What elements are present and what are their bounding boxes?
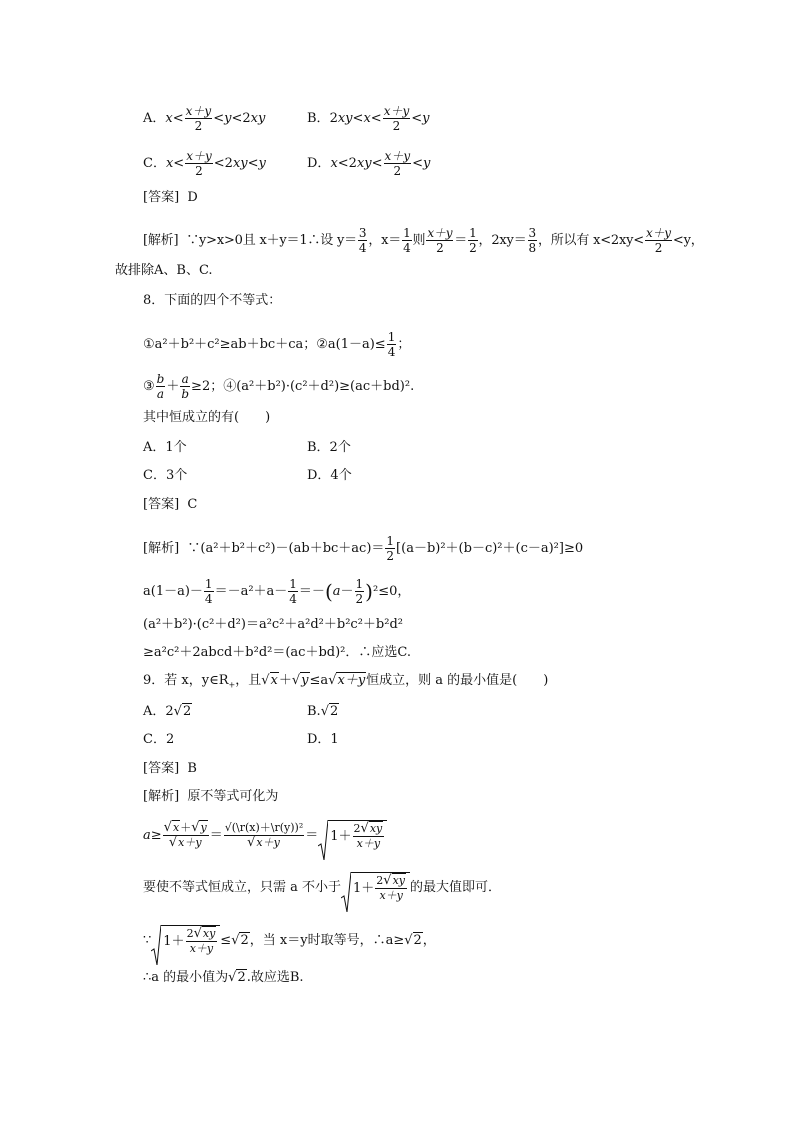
fraction: $\frac{x+y}{2}$ bbox=[384, 149, 411, 178]
fraction: $\frac{x+y}{2}$ bbox=[186, 149, 212, 178]
q9-option-c: C．2 bbox=[143, 732, 175, 747]
q9-option-b: B.√2 bbox=[307, 704, 339, 719]
fraction: $\frac{x+y}{2}$ bbox=[383, 104, 410, 133]
fraction: $\frac{x+y}{2}$ bbox=[185, 104, 212, 133]
q8-option-a: A．1个 bbox=[143, 440, 187, 455]
q8-option-d: D．4个 bbox=[307, 468, 352, 483]
q7-option-b: B．2xy<x< $\frac{x+y}{2}$ <y bbox=[307, 104, 430, 133]
q7-answer: [答案] D bbox=[143, 190, 198, 205]
q8-item-1-2: ①a²＋b²＋c²≥ab＋bc＋ca；②a(1－a)≤ $\frac{1}{4}$ ； bbox=[143, 330, 411, 359]
q8-question: 其中恒成立的有( ) bbox=[143, 410, 271, 425]
q8-analysis-line-1: [解析] ∵(a²＋b²＋c²)－(ab＋bc＋ac)＝ $\frac{1}{2}$ [(a－b)²＋(b－c)²＋(c－a)²]≥0 bbox=[143, 534, 584, 563]
q8-option-c: C．3个 bbox=[143, 468, 188, 483]
q8-answer: [答案] C bbox=[143, 497, 198, 512]
q7-option-d: D．x<2xy< $\frac{x+y}{2}$ <y bbox=[307, 149, 431, 178]
q8-analysis-line-4: ≥a²c²＋2abcd＋b²d²＝(ac＋bd)²．∴应选C. bbox=[143, 645, 412, 660]
q9-option-d: D．1 bbox=[307, 732, 339, 747]
q8-item-3-4: ③ $\frac{b}{a}$ ＋ $\frac{a}{b}$ ≥2；④(a²＋b²)·(c²＋d²)≥(ac＋bd)². bbox=[143, 372, 415, 401]
q8-stem: 8．下面的四个不等式： bbox=[143, 293, 282, 308]
q9-stem: 9．若 x，$y\in R_+$，且√x＋√y≤a√x＋y恒成立，则 a 的最小值是( ) bbox=[143, 673, 549, 690]
big-radical: 1＋ $\frac{2√xy}{x+y}$ bbox=[318, 820, 387, 851]
q9-analysis-requirement: 要使不等式恒成立，只需 a 不小于 1＋ $\frac{2√xy}{x+y}$ 的最大值即可． bbox=[143, 872, 501, 903]
q9-analysis-equation: a≥ $\frac{√x+√y}{√x+y}$ ＝ $\frac{\text{√(\textbackslash{}r(x)＋\textbackslash{}r(y))²}}{√x+y}$ ＝ 1＋ $\frac{2√xy}{x+y}$ bbox=[143, 820, 387, 851]
q9-analysis-since: ∵ 1＋ $\frac{2√xy}{x+y}$ ≤√2，当 x＝y时取等号，∴a≥√2， bbox=[143, 925, 436, 956]
q9-answer: [答案] B bbox=[143, 761, 197, 776]
q9-analysis-intro: [解析] 原不等式可化为 bbox=[143, 789, 279, 804]
q9-analysis-final: ∴a 的最小值为√2.故应选B. bbox=[143, 970, 304, 985]
q8-analysis-line-3: (a²＋b²)·(c²＋d²)＝a²c²＋a²d²＋b²c²＋b²d² bbox=[143, 617, 403, 632]
q7-conclusion: 故排除A、B、C. bbox=[115, 263, 213, 278]
q7-analysis: [解析] ∵y>x>0且 x＋y＝1∴设 y＝ $\frac{3}{4}$ ，x＝ $\frac{1}{4}$ 则 $\frac{x+y}{2}$ ＝ $\frac{1}{2}$ ，2xy＝ $\frac{3}{8}$ ，所以有 x<2xy< $\frac{x+y}{2}$ <y， bbox=[143, 226, 704, 255]
q9-option-a: A．2√2 bbox=[143, 704, 192, 719]
q7-option-a: A．x< $\frac{x+y}{2}$ <y<2xy bbox=[143, 104, 266, 133]
q8-analysis-line-2: a(1－a)－ $\frac{1}{4}$ ＝－a²＋a－ $\frac{1}{4}$ ＝－(a－ $\frac{1}{2}$ )²≤0， bbox=[143, 577, 411, 606]
q8-option-b: B．2个 bbox=[307, 440, 351, 455]
q7-option-c: C．x< $\frac{x+y}{2}$ <2xy<y bbox=[143, 149, 266, 178]
